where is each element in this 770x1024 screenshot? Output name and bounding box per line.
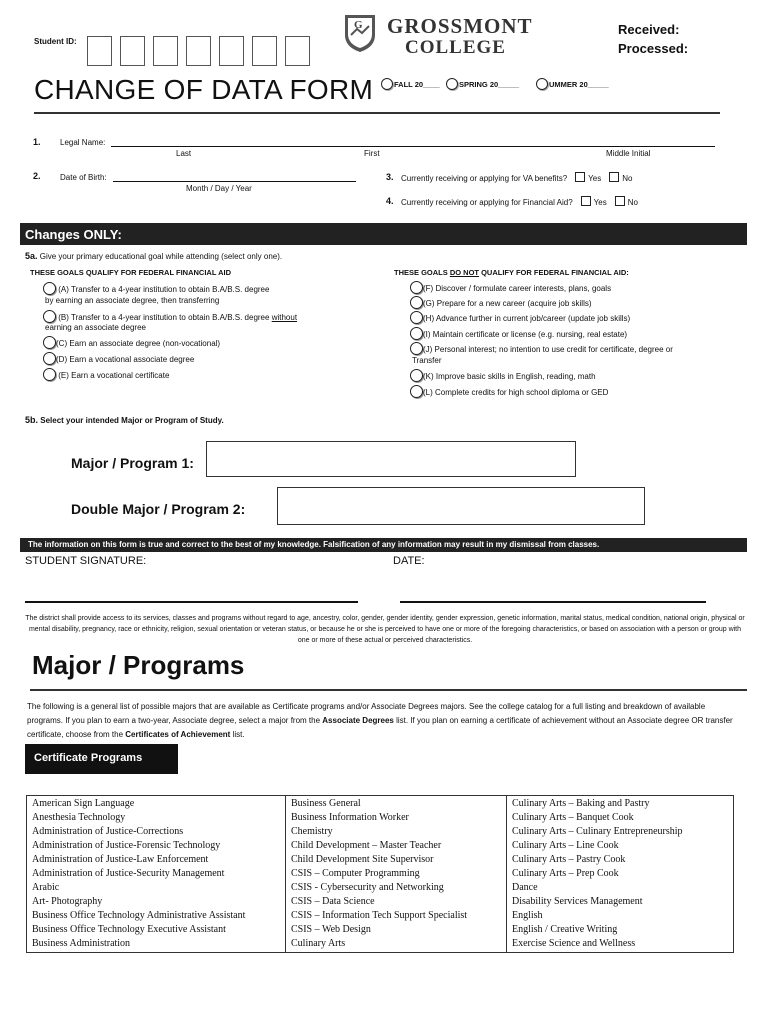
goal-k[interactable]: (K) Improve basic skills in English, reading, math [410, 369, 596, 382]
term-spring[interactable]: SPRING 20_____ [446, 78, 519, 90]
radio-circle-icon[interactable] [410, 281, 423, 294]
qualify-header: THESE GOALS QUALIFY FOR FEDERAL FINANCIAL AID [30, 268, 231, 277]
logo-text-line2: COLLEGE [405, 37, 506, 58]
va-no-checkbox[interactable] [609, 172, 619, 182]
first-name-caption: First [364, 149, 380, 158]
term-summer[interactable]: UMMER 20_____ [536, 78, 609, 90]
goal-c[interactable]: (C) Earn an associate degree (non-vocational) [43, 336, 220, 349]
college-shield-logo-icon [343, 13, 377, 53]
student-id-digit[interactable] [87, 36, 112, 66]
goal-i[interactable]: (I) Maintain certificate or license (e.g. nursing, real estate) [410, 327, 627, 340]
q4-number: 4. [386, 196, 394, 206]
major1-label: Major / Program 1: [71, 455, 194, 471]
student-id-digit[interactable] [219, 36, 244, 66]
last-name-caption: Last [176, 149, 192, 158]
radio-circle-icon[interactable] [43, 310, 56, 323]
goal-l[interactable]: (L) Complete credits for high school diploma or GED [410, 385, 608, 398]
goal-j[interactable]: (J) Personal interest; no intention to use credit for certificate, degree or [410, 342, 673, 355]
program-column-3: Culinary Arts – Baking and Pastry Culinary Arts – Banquet Cook Culinary Arts – Culinary Entrepreneurship Culinary Arts – Line Cook Culinary Arts – Pastry Cook Culinary Arts – Prep Cook Dance Disability Services Management English English / Creative Writing Exercise Science and Wellness [507, 796, 734, 953]
student-id-label: Student ID: [34, 37, 77, 46]
signature-line[interactable] [25, 601, 358, 603]
major1-input[interactable] [206, 441, 576, 477]
radio-circle-icon[interactable] [43, 352, 56, 365]
dob-field[interactable] [113, 181, 356, 182]
radio-circle-icon[interactable] [536, 78, 548, 90]
goal-a[interactable]: (A) Transfer to a 4-year institution to obtain B.A/B.S. degree [43, 282, 269, 295]
radio-circle-icon[interactable] [446, 78, 458, 90]
form-title: CHANGE OF DATA FORM [34, 74, 374, 105]
radio-circle-icon[interactable] [43, 282, 56, 295]
title-divider [34, 112, 720, 114]
date-line[interactable] [400, 601, 706, 603]
va-yes-checkbox[interactable] [575, 172, 585, 182]
program-column-1: American Sign Language Anesthesia Technology Administration of Justice-Corrections Administration of Justice-Forensic Technology Administration of Justice-Law Enforcement Administration of Justice-Security Management Arabic Art- Photography Business Office Technology Administrative Assistant Business Office Technology Executive Assistant Business Administration [27, 796, 286, 953]
radio-circle-icon[interactable] [410, 311, 423, 324]
legal-name-field[interactable] [111, 146, 715, 147]
middle-initial-caption: Middle Initial [606, 149, 651, 158]
majors-intro: The following is a general list of possible majors that are available as Certificate programs and/or Associate Degrees majors. See the college catalog for a full listing and breakdown of available programs. If you plan to earn a two-year, Associate degree, select a major from the Associate Degrees list. If you plan on earning a certificate of achievement without an Associate degree OR transfer certificate, choose from the Certificates of Achievement list. [27, 702, 733, 739]
student-id-digit[interactable] [285, 36, 310, 66]
q5a-prompt: 5a. Give your primary educational goal while attending (select only one). [25, 251, 283, 261]
majors-divider [30, 689, 747, 691]
office-use [618, 20, 688, 58]
dob-label: Date of Birth: [60, 173, 107, 182]
legal-name-label: Legal Name: [60, 138, 106, 147]
q3-number: 3. [386, 172, 394, 182]
date-label: DATE: [393, 555, 425, 567]
certificate-programs-header: Certificate Programs [25, 744, 178, 774]
logo-text-line1: GROSSMONT [387, 14, 533, 38]
received-label: Received: [618, 22, 680, 37]
goal-g[interactable]: (G) Prepare for a new career (acquire job skills) [410, 296, 592, 309]
goal-e[interactable]: (E) Earn a vocational certificate [43, 368, 169, 381]
goal-d[interactable]: (D) Earn a vocational associate degree [43, 352, 194, 365]
radio-circle-icon[interactable] [410, 369, 423, 382]
changes-only-band: Changes ONLY: [20, 223, 747, 245]
va-benefits-question: Currently receiving or applying for VA benefits? Yes No [401, 174, 633, 183]
certificate-programs-table [26, 795, 734, 953]
radio-circle-icon[interactable] [410, 385, 423, 398]
major2-label: Double Major / Program 2: [71, 501, 246, 517]
radio-circle-icon[interactable] [381, 78, 393, 90]
nondiscrimination-notice: The district shall provide access to its services, classes and programs without regard to age, ancestry, color, gender, gender identity, gender expression, genetic information, marital status, medical condition, national origin, physical or mental disability, pregnancy, race or ethnicity, religion, sexual orientation or veteran status, or because he or she is perceived to have one or more of the foregoing characteristics, or based on association with a person or group with one or more of these actual or perceived characteristics. [25, 615, 745, 644]
processed-label: Processed: [618, 41, 689, 56]
radio-circle-icon[interactable] [43, 368, 56, 381]
student-id-digit[interactable] [120, 36, 145, 66]
logo-mark-text: G [354, 19, 363, 31]
student-signature-label: STUDENT SIGNATURE: [25, 555, 147, 567]
table-row [27, 796, 734, 953]
not-qualify-header: THESE GOALS DO NOT QUALIFY FOR FEDERAL FINANCIAL AID: [394, 268, 629, 277]
financial-aid-question: Currently receiving or applying for Financial Aid? Yes No [401, 198, 638, 207]
q2-number: 2. [33, 171, 41, 181]
goal-j-cont: Transfer [412, 356, 442, 365]
goal-h[interactable]: (H) Advance further in current job/career (update job skills) [410, 311, 630, 324]
q5b-prompt: 5b. Select your intended Major or Program of Study. [25, 415, 224, 425]
fa-yes-checkbox[interactable] [581, 196, 591, 206]
student-id-digit[interactable] [186, 36, 211, 66]
certification-band: The information on this form is true and correct to the best of my knowledge. Falsification of any information may result in my dismissal from classes. [20, 538, 747, 552]
dob-hint: Month / Day / Year [186, 184, 252, 193]
student-id-digit[interactable] [153, 36, 178, 66]
q1-number: 1. [33, 137, 41, 147]
major2-input[interactable] [277, 487, 645, 525]
program-column-2: Business General Business Information Worker Chemistry Child Development – Master Teacher Child Development Site Supervisor CSIS – Computer Programming CSIS - Cybersecurity and Networking CSIS – Data Science CSIS – Information Tech Support Specialist CSIS – Web Design Culinary Arts [286, 796, 507, 953]
fa-no-checkbox[interactable] [615, 196, 625, 206]
radio-circle-icon[interactable] [410, 296, 423, 309]
goal-a-cont: by earning an associate degree, then transferring [45, 296, 220, 305]
student-id-digit[interactable] [252, 36, 277, 66]
radio-circle-icon[interactable] [410, 342, 423, 355]
goal-b[interactable]: (B) Transfer to a 4-year institution to obtain B.A/B.S. degree without [43, 310, 297, 323]
radio-circle-icon[interactable] [410, 327, 423, 340]
majors-heading: Major / Programs [32, 650, 245, 680]
goal-b-cont: earning an associate degree [45, 323, 146, 332]
radio-circle-icon[interactable] [43, 336, 56, 349]
term-fall[interactable]: FALL 20____ [381, 78, 440, 90]
goal-f[interactable]: (F) Discover / formulate career interests, plans, goals [410, 281, 611, 294]
